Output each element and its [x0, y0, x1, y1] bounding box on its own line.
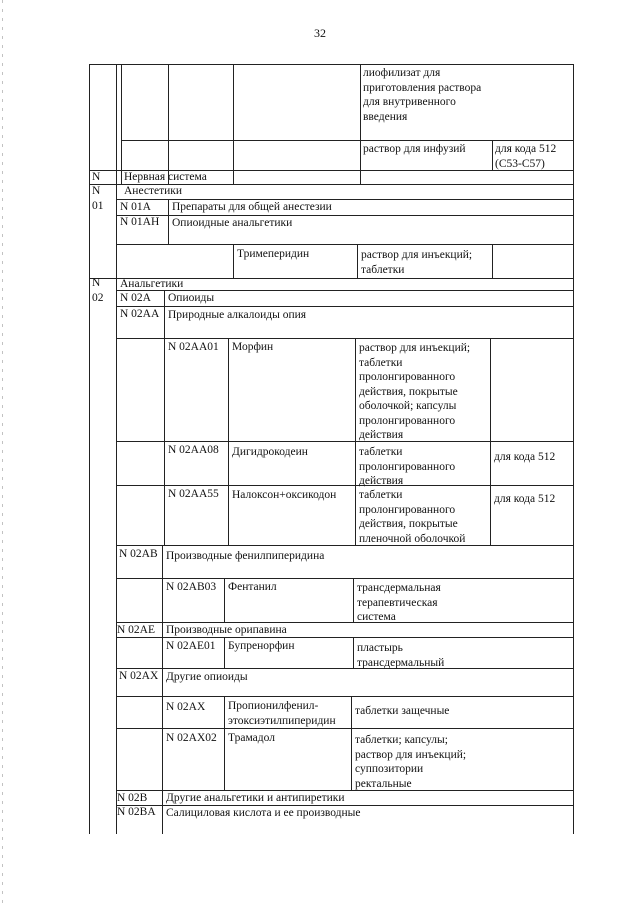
cell-drug-name: Бупренорфин: [228, 640, 295, 652]
cell-drug-name: Тримеперидин: [237, 248, 310, 260]
cell-drug-name: Морфин: [232, 341, 274, 353]
row-line: [121, 140, 574, 141]
cell-atc-code: N 02AX: [166, 701, 206, 713]
col-divider: [164, 338, 165, 545]
col-divider: [492, 244, 493, 278]
table-border-right: [573, 64, 574, 834]
cell-code: N 02AB: [119, 548, 158, 560]
cell-dosage-form: таблетки пролонгированного действия: [359, 446, 456, 487]
cell-group-name: Природные алкалоиды опия: [168, 309, 307, 321]
row-line: [116, 441, 574, 442]
row-line: [116, 338, 574, 339]
col-divider: [353, 637, 354, 668]
row-line: [116, 728, 574, 729]
cell-atc-code: N 02AA08: [168, 444, 219, 456]
row-line: [116, 696, 574, 697]
cell-atc-code: N 02AA55: [168, 488, 219, 500]
col-divider: [224, 696, 225, 790]
col-divider: [224, 578, 225, 622]
col-divider: [353, 578, 354, 622]
cell-group-name: Салициловая кислота и ее производные: [166, 807, 361, 819]
cell-code: N 02B: [117, 792, 148, 804]
cell-dosage-form: лиофилизат для приготовления раствора для внутривенного введения: [363, 67, 482, 123]
cell-code: N 02AE: [117, 624, 156, 636]
cell-dosage-form: таблетки защечные: [355, 705, 450, 717]
cell-code: N 01: [92, 185, 104, 212]
cell-atc-code: N 02AX02: [166, 732, 217, 744]
cell-group-name: Анальгетики: [120, 278, 184, 290]
cell-code: N 02BA: [117, 806, 156, 818]
cell-dosage-form: пластырь трансдермальный: [357, 642, 445, 669]
cell-note: для кода 512 (C53-C57): [495, 143, 557, 170]
cell-group-name: Другие анальгетики и антипиретики: [166, 792, 345, 804]
row-line: [116, 668, 574, 669]
cell-note: для кода 512: [494, 451, 556, 463]
row-line: [116, 578, 574, 579]
cell-code: N 02AA: [120, 308, 160, 320]
col-divider: [355, 338, 356, 545]
cell-dosage-form: таблетки пролонгированного действия, покрытые пленочной оболочкой: [359, 489, 466, 545]
cell-drug-name: Налоксон+оксикодон: [232, 489, 337, 501]
cell-group-name: Производные орипавина: [166, 624, 287, 636]
col-divider: [233, 244, 234, 278]
cell-dosage-form: раствор для инфузий: [363, 143, 466, 155]
row-line: [116, 306, 574, 307]
cell-dosage-form: раствор для инъекций; таблетки пролонгированного действия, покрытые оболочкой; капсулы пролонгированного действия: [359, 342, 471, 441]
table-border-left: [89, 64, 90, 834]
col-divider: [116, 64, 117, 834]
col-divider: [492, 140, 493, 170]
cell-dosage-form: раствор для инъекций; таблетки: [361, 249, 473, 276]
cell-drug-name: Дигидрокодеин: [232, 446, 308, 458]
row-line: [89, 64, 574, 65]
col-divider: [360, 64, 361, 184]
col-divider: [162, 545, 163, 834]
cell-code: N 01A: [120, 201, 151, 213]
col-divider: [224, 637, 225, 668]
col-divider: [168, 199, 169, 244]
cell-atc-code: N 02AB03: [166, 581, 217, 593]
cell-group-name: Другие опиоиды: [166, 671, 248, 683]
col-divider: [490, 338, 491, 545]
col-divider: [228, 338, 229, 545]
cell-code: N 02A: [120, 292, 151, 304]
cell-dosage-form: трансдермальная терапевтическая система: [357, 582, 441, 623]
cell-group-name: Опиоиды: [168, 292, 215, 304]
cell-dosage-form: таблетки; капсулы; раствор для инъекций; суппозитории ректальные: [355, 734, 467, 790]
cell-group-name: Препараты для общей анестезии: [172, 201, 332, 213]
col-divider: [233, 64, 234, 184]
cell-code: N 02AX: [119, 670, 159, 682]
cell-atc-code: N 02AA01: [168, 341, 219, 353]
cell-drug-name: Трамадол: [228, 732, 275, 744]
page-number: 32: [314, 26, 326, 40]
cell-note: для кода 512: [494, 493, 556, 505]
cell-drug-name: Фентанил: [228, 581, 277, 593]
cell-code: N 02: [92, 277, 104, 304]
cell-drug-name: Пропионилфенил-этоксиэтилпиперидин: [228, 700, 336, 727]
cell-group-name: Опиоидные анальгетики: [172, 217, 293, 229]
col-divider: [357, 244, 358, 278]
row-line: [116, 244, 574, 245]
cell-code: N: [92, 171, 101, 183]
cell-code: N 01AH: [120, 216, 160, 228]
cell-group-name: Производные фенилпиперидина: [166, 550, 325, 562]
cell-group-name: Анестетики: [124, 185, 183, 197]
col-divider: [164, 290, 165, 340]
cell-group-name: Нервная система: [124, 171, 207, 183]
row-line: [116, 545, 574, 546]
cell-atc-code: N 02AE01: [166, 640, 216, 652]
row-line: [116, 485, 574, 486]
col-divider: [121, 64, 122, 184]
col-divider: [168, 64, 169, 184]
